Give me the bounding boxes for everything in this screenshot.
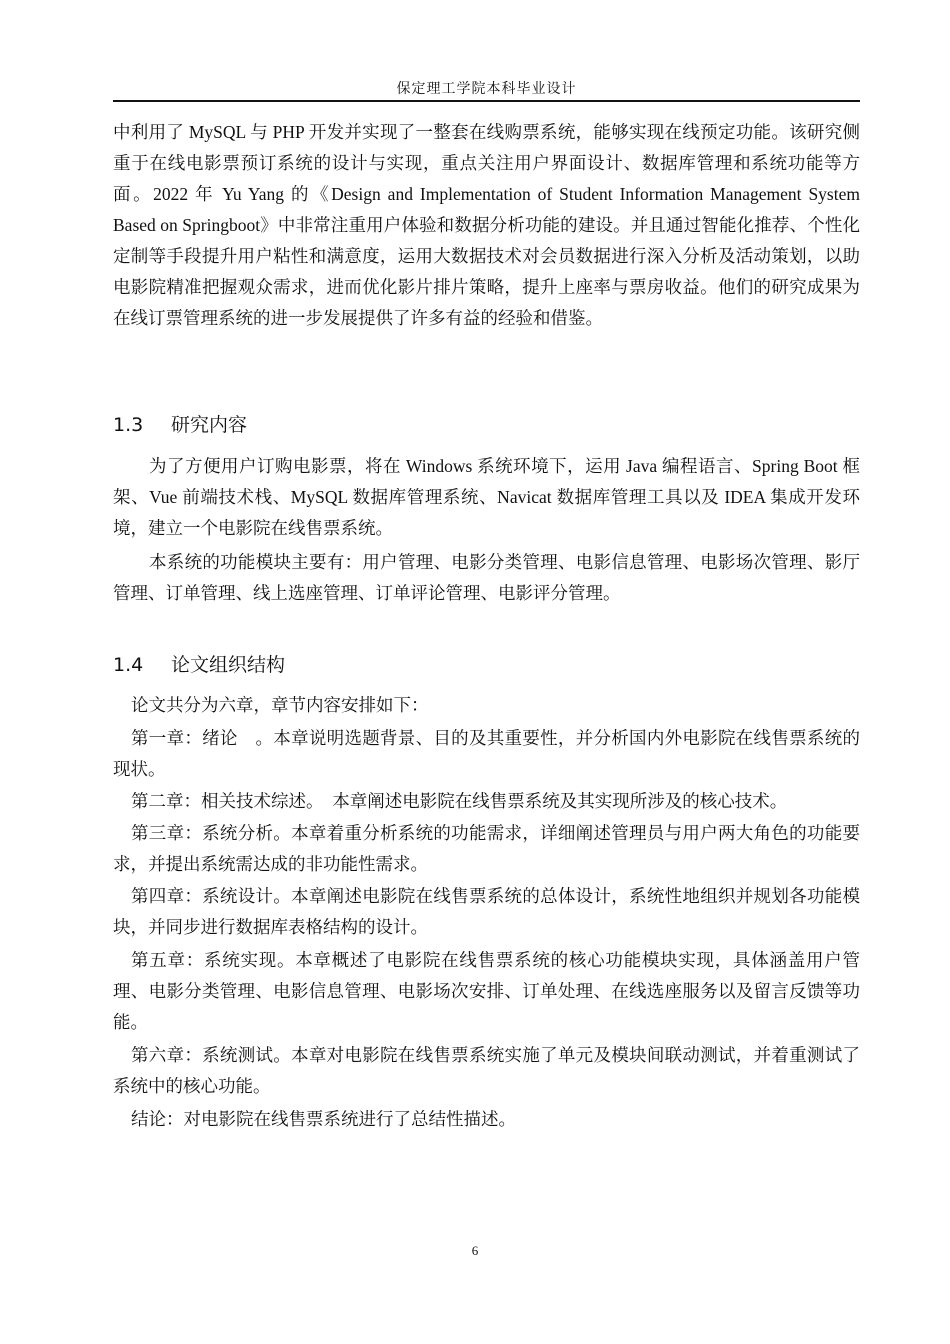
intro-paragraph: 中利用了 MySQL 与 PHP 开发并实现了一整套在线购票系统，能够实现在线预定功能。该研究侧重于在线电影票预订系统的设计与实现，重点关注用户界面设计、数据库管理和系统功能等方面。2022 年 Yu Yang 的《Design and Implementation of Student Information Management System Based on Springboot》中非常注重用户体验和数据分析功能的建设。并且通过智能化推荐、个性化定制等手段提升用户粘性和满意度，运用大数据技术对会员数据进行深入分析及活动策划，以助电影院精准把握观众需求，进而优化影片排片策略，提升上座率与票房收益。他们的研究成果为在线订票管理系统的进一步发展提供了许多有益的经验和借鉴。 (113, 122, 860, 328)
function-modules-paragraph: 本系统的功能模块主要有：用户管理、电影分类管理、电影信息管理、电影场次管理、影厅管理、订单管理、线上选座管理、订单评论管理、电影评分管理。 (113, 552, 860, 603)
chapter-1-item: 第一章：绪论 。本章说明选题背景、目的及其重要性，并分析国内外电影院在线售票系统的现状。 (113, 728, 860, 779)
section-title: 论文组织结构 (171, 654, 286, 676)
structure-intro: 论文共分为六章，章节内容安排如下： (131, 695, 429, 715)
chapter-3-item: 第三章：系统分析。本章着重分析系统的功能需求，详细阐述管理员与用户两大角色的功能要求，并提出系统需达成的非功能性需求。 (113, 823, 860, 874)
chapter-6-item: 第六章：系统测试。本章对电影院在线售票系统实施了单元及模块间联动测试，并着重测试了系统中的核心功能。 (113, 1045, 860, 1096)
page-number: 6 (471, 1243, 479, 1258)
section-heading-1-3 (113, 410, 247, 437)
chapter-2-item: 第二章：相关技术综述。 本章阐述电影院在线售票系统及其实现所涉及的核心技术。 (131, 791, 788, 811)
research-content-paragraph: 为了方便用户订购电影票，将在 Windows 系统环境下，运用 Java 编程语言、Spring Boot 框架、Vue 前端技术栈、MySQL 数据库管理系统、Navicat 数据库管理工具以及 IDEA 集成开发环境，建立一个电影院在线售票系统。 (113, 456, 860, 538)
section-number: 1.3 (113, 414, 144, 436)
chapter-5-item: 第五章：系统实现。本章概述了电影院在线售票系统的核心功能模块实现，具体涵盖用户管理、电影分类管理、电影信息管理、电影场次安排、订单处理、在线选座服务以及留言反馈等功能。 (113, 950, 860, 1032)
page-header: 保定理工学院本科毕业设计 (396, 81, 577, 97)
header-rule (113, 100, 860, 102)
chapter-4-item: 第四章：系统设计。本章阐述电影院在线售票系统的总体设计，系统性地组织并规划各功能模块，并同步进行数据库表格结构的设计。 (113, 886, 860, 937)
section-number: 1.4 (113, 654, 144, 676)
section-title: 研究内容 (171, 414, 248, 436)
section-heading-1-4 (113, 650, 285, 677)
conclusion-item: 结论：对电影院在线售票系统进行了总结性描述。 (131, 1109, 516, 1129)
